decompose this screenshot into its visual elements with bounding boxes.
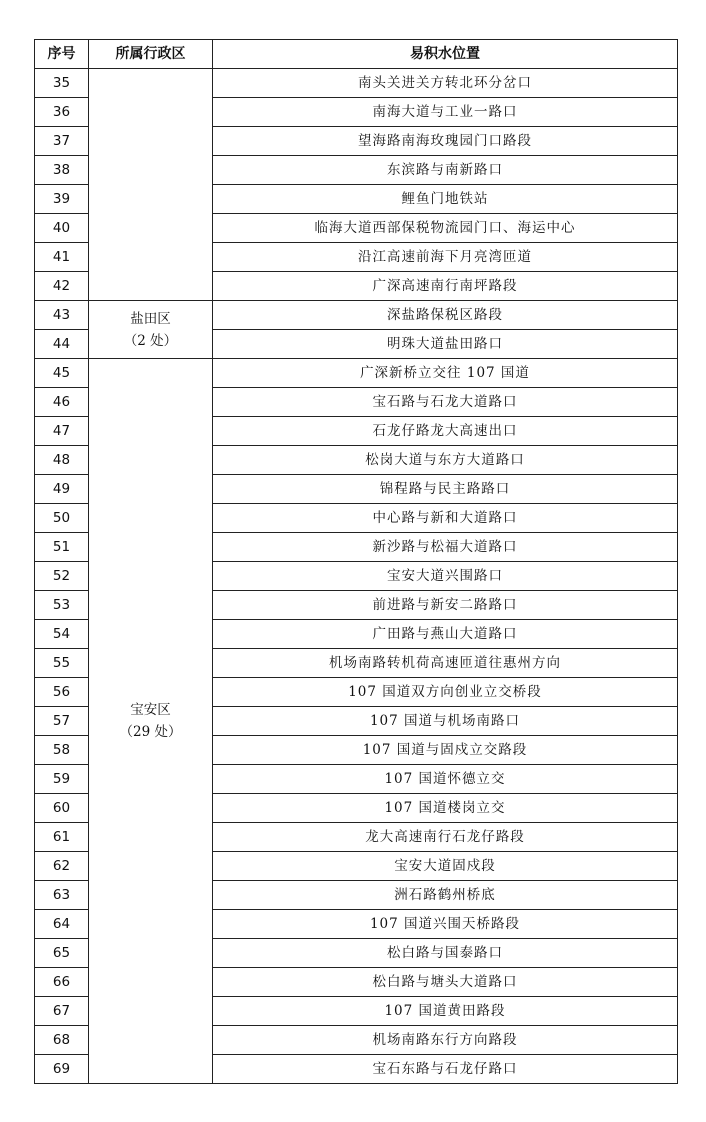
location-cell: 松岗大道与东方大道路口	[213, 446, 678, 475]
row-number: 37	[35, 127, 89, 156]
row-number: 66	[35, 968, 89, 997]
row-number: 62	[35, 852, 89, 881]
location-cell: 望海路南海玫瑰园门口路段	[213, 127, 678, 156]
location-cell: 107 国道与固戍立交路段	[213, 736, 678, 765]
row-number: 63	[35, 881, 89, 910]
location-cell: 中心路与新和大道路口	[213, 504, 678, 533]
row-number: 53	[35, 591, 89, 620]
row-number: 45	[35, 359, 89, 388]
row-number: 43	[35, 301, 89, 330]
table-row	[35, 301, 678, 330]
location-cell: 107 国道怀德立交	[213, 765, 678, 794]
location-cell: 107 国道黄田路段	[213, 997, 678, 1026]
location-cell: 明珠大道盐田路口	[213, 330, 678, 359]
row-number: 60	[35, 794, 89, 823]
location-cell: 临海大道西部保税物流园门口、海运中心	[213, 214, 678, 243]
row-number: 51	[35, 533, 89, 562]
location-cell: 宝石路与石龙大道路口	[213, 388, 678, 417]
district-count: （2 处）	[123, 332, 178, 349]
row-number: 56	[35, 678, 89, 707]
location-cell: 沿江高速前海下月亮湾匝道	[213, 243, 678, 272]
row-number: 52	[35, 562, 89, 591]
row-number: 40	[35, 214, 89, 243]
location-cell: 东滨路与南新路口	[213, 156, 678, 185]
row-number: 48	[35, 446, 89, 475]
row-number: 39	[35, 185, 89, 214]
row-number: 36	[35, 98, 89, 127]
header-location: 易积水位置	[213, 40, 678, 69]
district-cell	[89, 69, 213, 301]
location-cell: 107 国道兴围天桥路段	[213, 910, 678, 939]
location-cell: 洲石路鹤州桥底	[213, 881, 678, 910]
location-cell: 107 国道双方向创业立交桥段	[213, 678, 678, 707]
row-number: 68	[35, 1026, 89, 1055]
row-number: 46	[35, 388, 89, 417]
row-number: 67	[35, 997, 89, 1026]
header-no: 序号	[35, 40, 89, 69]
row-number: 42	[35, 272, 89, 301]
location-cell: 深盐路保税区路段	[213, 301, 678, 330]
header-district: 所属行政区	[89, 40, 213, 69]
row-number: 50	[35, 504, 89, 533]
row-number: 69	[35, 1055, 89, 1084]
location-cell: 107 国道与机场南路口	[213, 707, 678, 736]
row-number: 41	[35, 243, 89, 272]
district-name: 宝安区	[130, 702, 171, 718]
location-cell: 宝安大道兴围路口	[213, 562, 678, 591]
table-body	[35, 69, 678, 1084]
location-cell: 南头关进关方转北环分岔口	[213, 69, 678, 98]
location-cell: 鲤鱼门地铁站	[213, 185, 678, 214]
table-row	[35, 69, 678, 98]
location-cell: 新沙路与松福大道路口	[213, 533, 678, 562]
row-number: 59	[35, 765, 89, 794]
location-cell: 前进路与新安二路路口	[213, 591, 678, 620]
location-cell: 石龙仔路龙大高速出口	[213, 417, 678, 446]
district-cell	[89, 359, 213, 1084]
location-cell: 机场南路转机荷高速匝道往惠州方向	[213, 649, 678, 678]
row-number: 38	[35, 156, 89, 185]
row-number: 49	[35, 475, 89, 504]
district-cell	[89, 301, 213, 359]
row-number: 58	[35, 736, 89, 765]
location-cell: 广田路与燕山大道路口	[213, 620, 678, 649]
table-header-row	[35, 40, 678, 69]
location-cell: 龙大高速南行石龙仔路段	[213, 823, 678, 852]
row-number: 47	[35, 417, 89, 446]
location-cell: 南海大道与工业一路口	[213, 98, 678, 127]
location-cell: 广深高速南行南坪路段	[213, 272, 678, 301]
location-cell: 宝安大道固戍段	[213, 852, 678, 881]
location-cell: 机场南路东行方向路段	[213, 1026, 678, 1055]
row-number: 35	[35, 69, 89, 98]
district-count: （29 处）	[119, 724, 182, 740]
row-number: 61	[35, 823, 89, 852]
location-cell: 松白路与国泰路口	[213, 939, 678, 968]
row-number: 55	[35, 649, 89, 678]
location-cell: 广深新桥立交往 107 国道	[213, 359, 678, 388]
row-number: 64	[35, 910, 89, 939]
location-cell: 松白路与塘头大道路口	[213, 968, 678, 997]
row-number: 44	[35, 330, 89, 359]
location-cell: 锦程路与民主路路口	[213, 475, 678, 504]
district-name: 盐田区	[130, 310, 171, 327]
row-number: 57	[35, 707, 89, 736]
table-row	[35, 359, 678, 388]
row-number: 54	[35, 620, 89, 649]
waterlogging-table	[34, 39, 678, 1084]
row-number: 65	[35, 939, 89, 968]
location-cell: 宝石东路与石龙仔路口	[213, 1055, 678, 1084]
location-cell: 107 国道楼岗立交	[213, 794, 678, 823]
